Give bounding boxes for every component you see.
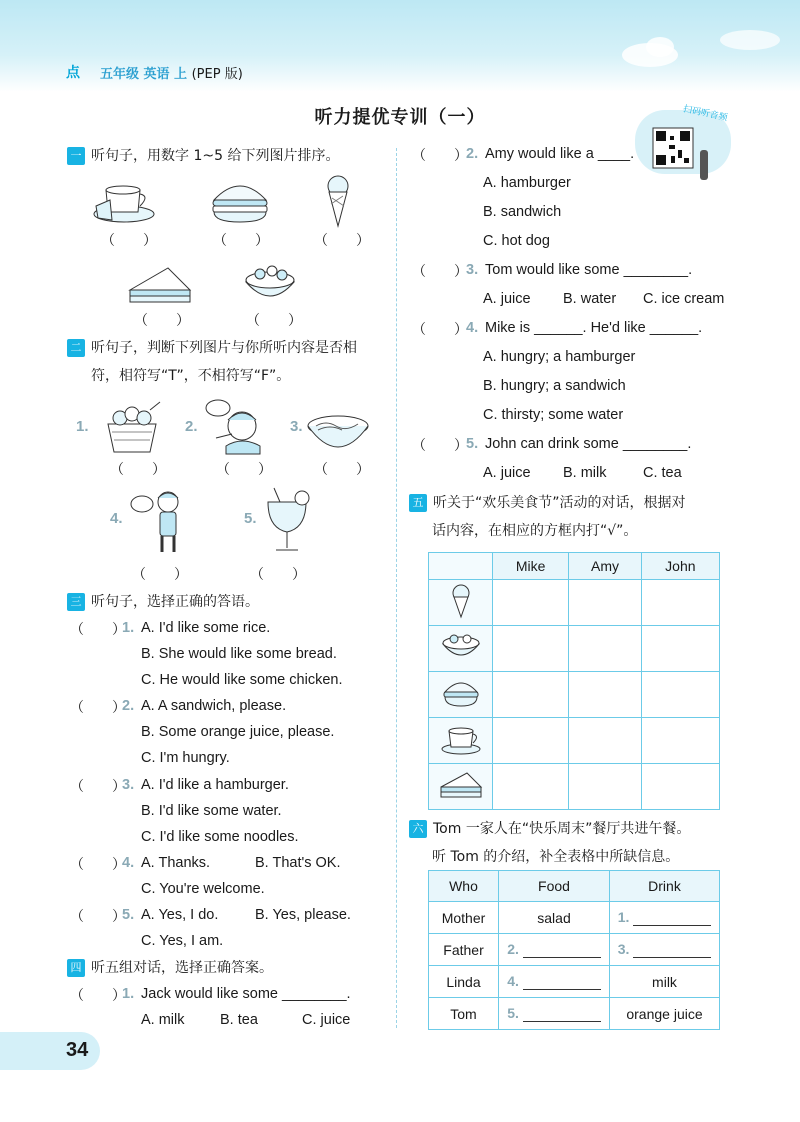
s3-item-4-option-b: B. That's OK. [255,855,341,871]
s4-q1-number: 1. [122,986,135,1002]
coffee-cup-icon [440,723,482,755]
check-box-john[interactable] [641,580,719,626]
row-icon-cell [429,764,493,810]
column-divider [396,148,397,1028]
s4-q5-option-a: A. juice [483,465,531,481]
s3-item-5-number: 5. [122,907,135,923]
s3-item-1-number: 1. [122,620,135,636]
table-row [429,764,720,810]
s4-q2-option-c: C. hot dog [483,233,550,249]
answer-blank-s3-2[interactable]: （ ） [70,700,126,716]
picture-number-1: 1. [76,418,89,435]
s4-q2-option-a: A. hamburger [483,175,571,191]
answer-blank-s4-2[interactable]: （ ） [412,148,468,164]
s3-item-5-option-c: C. Yes, I am. [141,933,224,949]
check-box-mike[interactable] [493,580,569,626]
s3-item-2-option-b: B. Some orange juice, please. [141,724,335,740]
order-blank-4[interactable]: （ ） [134,313,190,329]
s4-q5-option-b: B. milk [563,465,607,481]
sandwich-icon [128,264,192,304]
check-box-amy[interactable] [569,764,641,810]
s4-q1-option-c: C. juice [302,1012,351,1028]
who-cell: Mother [429,902,499,934]
salad-icon [244,262,296,306]
family-lunch-table [428,870,720,1030]
column-header-food: Food [499,871,610,902]
table-row [429,998,720,1030]
table-row [429,626,720,672]
s3-item-3-number: 3. [122,777,135,793]
food-cell: salad [499,902,610,934]
s3-item-4-option-a: A. Thanks. [141,855,211,871]
s4-q4-stem: Mike is ______. He'd like ______. [485,320,703,336]
check-box-amy[interactable] [569,718,641,764]
page-number-tab [0,1032,100,1070]
s4-q3-option-b: B. water [563,291,617,307]
corner-cell [429,553,493,580]
answer-blank-s4-3[interactable]: （ ） [412,264,468,280]
column-header-amy: Amy [569,553,641,580]
qr-code-block [635,104,731,190]
tf-blank-4[interactable]: （ ） [132,567,188,583]
s4-q4-number: 4. [466,320,479,336]
check-box-mike[interactable] [493,718,569,764]
s3-item-4-number: 4. [122,855,135,871]
check-box-mike[interactable] [493,672,569,718]
ice-cream-icon [450,583,472,619]
table-row [429,718,720,764]
answer-blank-s4-5[interactable]: （ ） [412,438,468,454]
table-row [429,902,720,934]
table-row [429,672,720,718]
check-box-mike[interactable] [493,764,569,810]
s4-q5-stem: John can drink some ________. [485,436,692,452]
s4-q1-option-a: A. milk [141,1012,185,1028]
check-box-john[interactable] [641,718,719,764]
noodle-bowl-icon [306,412,370,456]
table-row [429,934,720,966]
who-cell: Tom [429,998,499,1030]
row-icon-cell [429,580,493,626]
qr-caption: 扫码听音频 [682,104,729,124]
check-box-amy[interactable] [569,672,641,718]
s3-item-4-option-c: C. You're welcome. [141,881,265,897]
check-box-mike[interactable] [493,626,569,672]
ice-cream-icon [325,172,351,228]
sound-wand-icon [697,150,711,186]
column-header-who: Who [429,871,499,902]
row-icon-cell [429,672,493,718]
row-icon-cell [429,626,493,672]
s3-item-5-option-b: B. Yes, please. [255,907,351,923]
hamburger-icon [442,678,480,708]
order-blank-1[interactable]: （ ） [101,233,157,249]
section-5-instruction-line2: 话内容，在相应的方框内打“√”。 [432,523,638,539]
s3-item-3-option-c: C. I'd like some noodles. [141,829,299,845]
drink-cell: milk [610,966,720,998]
check-box-john[interactable] [641,672,719,718]
section-2-instruction-line2: 符，相符写“T”，不相符写“F”。 [91,368,291,384]
juice-glass-icon [266,488,312,554]
s3-item-2-number: 2. [122,698,135,714]
cloud-decoration-icon [600,20,800,80]
picture-number-5: 5. [244,510,257,527]
column-header-drink: Drink [610,871,720,902]
page-title: 听力提优专训（一） [314,107,486,128]
tf-blank-1[interactable]: （ ） [110,462,166,478]
who-cell: Father [429,934,499,966]
coffee-cup-icon [92,176,156,224]
section-2-instruction-line1: 二 听句子，判断下列图片与你所听内容是否相 [67,338,357,358]
answer-blank-s4-4[interactable]: （ ） [412,322,468,338]
salad-icon [441,632,481,662]
sandwich-icon [439,771,483,799]
s4-q1-stem: Jack would like some ________. [141,986,351,1002]
picture-number-3: 3. [290,418,303,435]
answer-blank-s3-4[interactable]: （ ） [70,857,126,873]
fruit-basket-icon [102,400,162,454]
s3-item-5-option-a: A. Yes, I do. [141,907,219,923]
s3-item-1-option-a: A. I'd like some rice. [141,620,271,636]
section-3-instruction: 三 听句子，选择正确的答语。 [67,592,259,612]
s3-item-1-option-b: B. She would like some bread. [141,646,337,662]
s4-q3-number: 3. [466,262,479,278]
food-festival-table [428,552,720,810]
s4-q1-option-b: B. tea [220,1012,258,1028]
s4-q2-number: 2. [466,146,479,162]
picture-number-2: 2. [185,418,198,435]
table-row [429,966,720,998]
drink-blank-3[interactable]: 3. [610,934,720,966]
s4-q4-option-a: A. hungry; a hamburger [483,349,636,365]
check-box-john[interactable] [641,626,719,672]
s3-item-2-option-c: C. I'm hungry. [141,750,230,766]
hungry-boy-icon [130,488,186,554]
order-blank-5[interactable]: （ ） [246,313,302,329]
s3-item-3-option-a: A. I'd like a hamburger. [141,777,289,793]
column-header-mike: Mike [493,553,569,580]
s3-item-1-option-c: C. He would like some chicken. [141,672,343,688]
brand-logo: 点 [66,64,80,80]
s4-q3-option-a: A. juice [483,291,531,307]
answer-blank-s4-1[interactable]: （ ） [70,988,126,1004]
check-box-amy[interactable] [569,626,641,672]
food-blank-5[interactable]: 5. [499,998,610,1030]
drink-blank-1[interactable]: 1. [610,902,720,934]
s4-q4-option-b: B. hungry; a sandwich [483,378,626,394]
thinking-boy-icon [204,398,266,454]
food-blank-2[interactable]: 2. [499,934,610,966]
s3-item-2-option-a: A. A sandwich, please. [141,698,287,714]
hamburger-icon [210,178,270,224]
section-6-instruction-line2: 听 Tom 的介绍，补全表格中所缺信息。 [432,849,680,865]
answer-blank-s3-1[interactable]: （ ） [70,622,126,638]
header-banner [0,0,800,92]
check-box-amy[interactable] [569,580,641,626]
s4-q3-option-c: C. ice cream [643,291,725,307]
answer-blank-s3-5[interactable]: （ ） [70,909,126,925]
picture-number-4: 4. [110,510,123,527]
section-6-instruction-line1: 六 Tom 一家人在“快乐周末”餐厅共进午餐。 [409,819,690,839]
s4-q5-number: 5. [466,436,479,452]
s4-q4-option-c: C. thirsty; some water [483,407,624,423]
section-4-instruction: 四 听五组对话，选择正确答案。 [67,958,273,978]
s3-item-3-option-b: B. I'd like some water. [141,803,282,819]
order-blank-3[interactable]: （ ） [314,233,370,249]
row-icon-cell [429,718,493,764]
section-1-instruction: 一 听句子，用数字 1~5 给下列图片排序。 [67,146,339,166]
food-blank-4[interactable]: 4. [499,966,610,998]
drink-cell: orange juice [610,998,720,1030]
page-number: 34 [66,1039,89,1061]
tf-blank-2[interactable]: （ ） [216,462,272,478]
tf-blank-5[interactable]: （ ） [250,567,306,583]
tf-blank-3[interactable]: （ ） [314,462,370,478]
s4-q3-stem: Tom would like some ________. [485,262,693,278]
qr-code-icon [653,128,693,168]
answer-blank-s3-3[interactable]: （ ） [70,779,126,795]
section-5-instruction-line1: 五 听关于“欢乐美食节”活动的对话，根据对 [409,493,686,513]
who-cell: Linda [429,966,499,998]
book-label: 五年级 英语 上 (PEP 版) [100,67,243,82]
s4-q2-stem: Amy would like a ____. [485,146,635,162]
order-blank-2[interactable]: （ ） [213,233,269,249]
check-box-john[interactable] [641,764,719,810]
table-row [429,580,720,626]
s4-q2-option-b: B. sandwich [483,204,562,220]
s4-q5-option-c: C. tea [643,465,682,481]
column-header-john: John [641,553,719,580]
